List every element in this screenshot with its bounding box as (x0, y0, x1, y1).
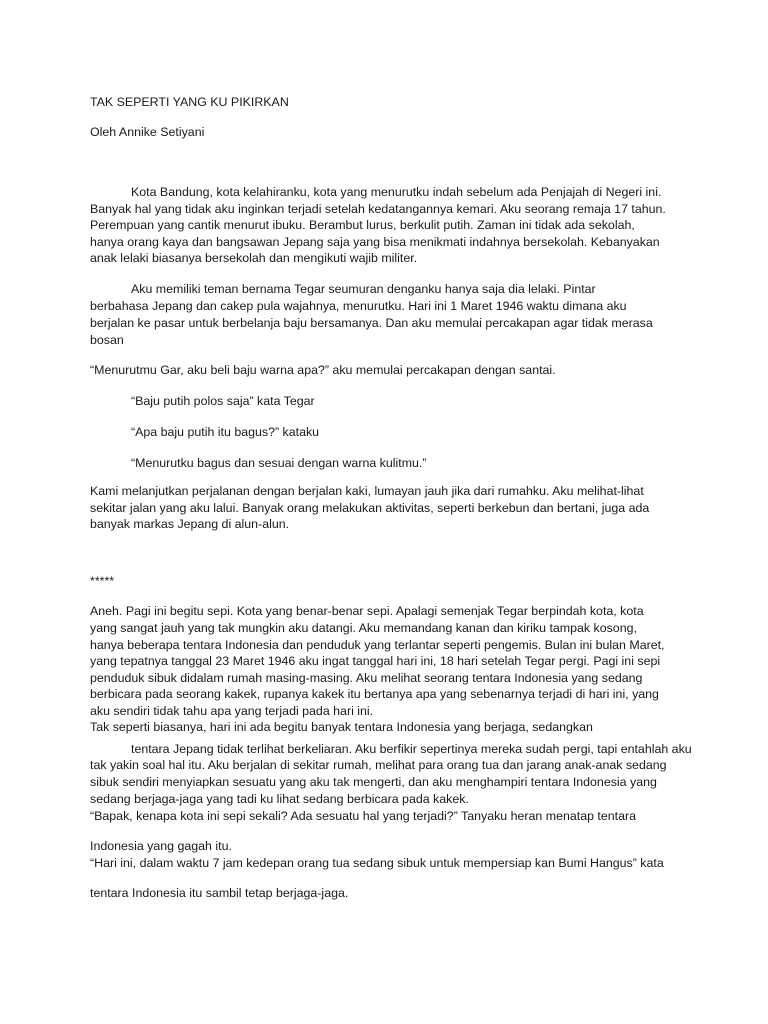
text-line: berjalan ke pasar untuk berbelanja baju bersamanya. Dan aku memulai percakapan agar tidak merasa (90, 316, 653, 330)
text-line: sedang berjaga-jaga yang tadi ku lihat sedang berbicara pada kakek. (90, 792, 469, 806)
dialogue-line: “Baju putih polos saja” kata Tegar (131, 394, 315, 408)
dialogue-line: tentara Indonesia itu sambil tetap berjaga-jaga. (90, 886, 349, 900)
text-line: berbicara pada seorang kakek, rupanya kakek itu bertanya apa yang sebenarnya terjadi di hari ini, yang (90, 687, 659, 701)
section-separator: ***** (90, 574, 115, 588)
text-line: hanya orang kaya dan bangsawan Jepang saja yang bisa menikmati indahnya bersekolah. Kebanyakan (90, 235, 660, 249)
dialogue-line: “Apa baju putih itu bagus?” kataku (131, 425, 320, 439)
text-line: tak yakin soal hal itu. Aku berjalan di sekitar rumah, melihat para orang tua dan jarang anak-anak sedang (90, 758, 667, 772)
text-line: anak lelaki biasanya bersekolah dan mengikuti wajib militer. (90, 251, 418, 265)
text-line: sibuk sendiri menyiapkan sesuatu yang aku tak mengerti, dan aku menghampiri tentara Indonesia yang (90, 775, 657, 789)
text-line: banyak markas Jepang di alun-alun. (90, 517, 290, 531)
text-line: Kota Bandung, kota kelahiranku, kota yang menurutku indah sebelum ada Penjajah di Negeri ini. (131, 185, 662, 199)
text-line: aku sendiri tidak tahu apa yang terjadi pada hari ini. (90, 704, 374, 718)
dialogue-line: “Menurutmu Gar, aku beli baju warna apa?” aku memulai percakapan dengan santai. (90, 363, 556, 377)
text-line: “Bapak, kenapa kota ini sepi sekali? Ada sesuatu hal yang terjadi?” Tanyaku heran menatap tentara (90, 809, 637, 823)
text-line: Banyak hal yang tidak aku inginkan terjadi setelah kedatangannya kemari. Aku seorang remaja 17 tahun. (90, 202, 666, 216)
text-line: yang tepatnya tanggal 23 Maret 1946 aku ingat tanggal hari ini, 18 hari setelah Tegar pergi. Pagi ini sepi (90, 654, 661, 668)
dialogue-line: “Menurutku bagus dan sesuai dengan warna kulitmu.” (131, 456, 427, 470)
text-line: sekitar jalan yang aku lalui. Banyak orang melakukan aktivitas, seperti berkebun dan bertani, juga ada (90, 501, 650, 515)
text-line: tentara Jepang tidak terlihat berkeliaran. Aku berfikir sepertinya mereka sudah pergi, tapi entahlah aku (131, 742, 692, 756)
text-line: penduduk sibuk didalam rumah masing-masing. Aku melihat seorang tentara Indonesia yang sedang (90, 671, 643, 685)
text-line: bosan (90, 333, 124, 347)
text-line: Tak seperti biasanya, hari ini ada begitu banyak tentara Indonesia yang berjaga, sedangkan (90, 720, 593, 734)
text-line: Aku memiliki teman bernama Tegar seumuran denganku hanya saja dia lelaki. Pintar (131, 282, 596, 296)
text-line: Kami melanjutkan perjalanan dengan berjalan kaki, lumayan jauh jika dari rumahku. Aku melihat-lihat (90, 484, 644, 498)
text-line: Aneh. Pagi ini begitu sepi. Kota yang benar-benar sepi. Apalagi semenjak Tegar berpindah kota, kota (90, 604, 644, 618)
document-title: TAK SEPERTI YANG KU PIKIRKAN (90, 95, 289, 109)
dialogue-line: “Hari ini, dalam waktu 7 jam kedepan orang tua sedang sibuk untuk mempersiap kan Bumi Hangus” kata (90, 856, 664, 870)
dialogue-line: Indonesia yang gagah itu. (90, 839, 232, 853)
author-byline: Oleh Annike Setiyani (90, 125, 205, 139)
text-line: yang sangat jauh yang tak mungkin aku datangi. Aku memandang kanan dan kiriku tampak kosong, (90, 621, 637, 635)
text-line: hanya beberapa tentara Indonesia dan penduduk yang terlantar seperti pengemis. Bulan ini bulan Maret, (90, 638, 665, 652)
text-line: Perempuan yang cantik menurut ibuku. Berambut lurus, berkulit putih. Zaman ini tidak ada sekolah, (90, 218, 635, 232)
text-line: berbahasa Jepang dan cakep pula wajahnya, menurutku. Hari ini 1 Maret 1946 waktu dimana aku (90, 299, 627, 313)
